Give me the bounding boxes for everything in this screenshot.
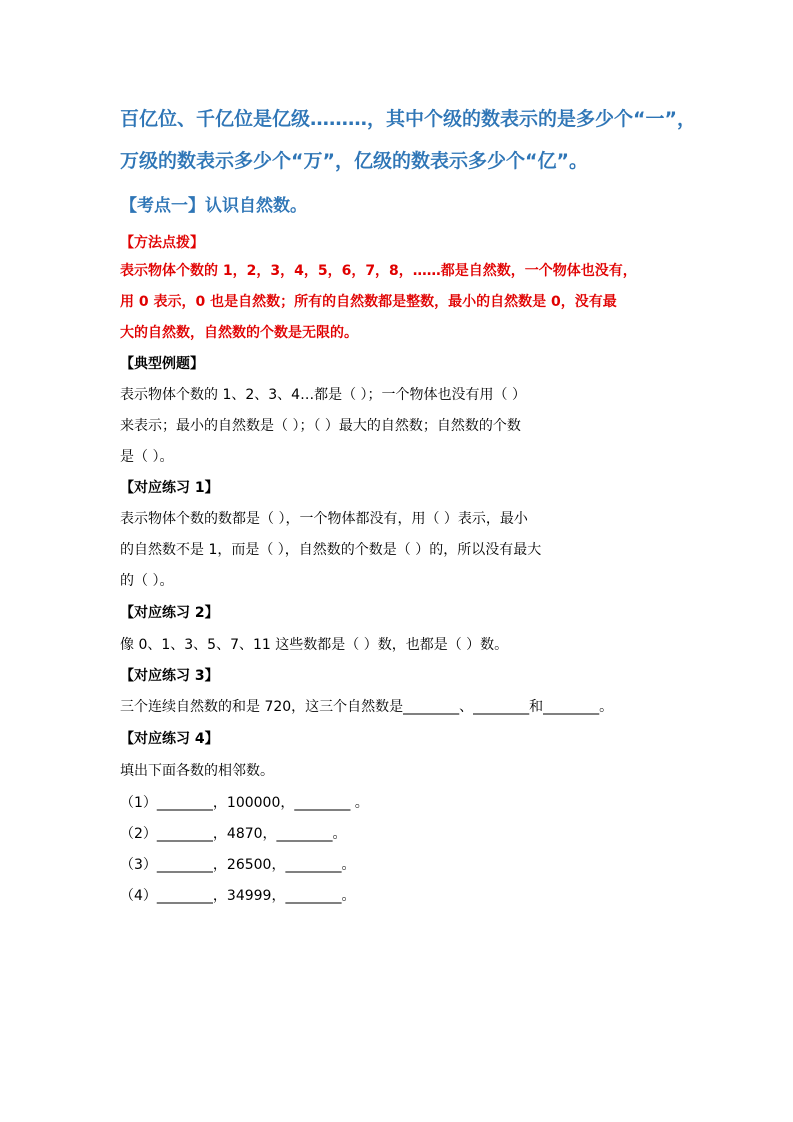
exercise3-line-1: 三个连续自然数的和是 720，这三个自然数是________、________和________。 [120, 699, 614, 715]
exercise3-title: 【对应练习 3】 [120, 668, 219, 684]
exercise4-item-4: （4）________，34999，________。 [120, 888, 356, 904]
exercise1-line-2: 的自然数不是 1，而是（ ），自然数的个数是（ ）的，所以没有最大 [120, 542, 542, 558]
example-line-1: 表示物体个数的 1、2、3、4…都是（ ）；一个物体也没有用（ ） [120, 387, 526, 403]
exercise4-item-2: （2）________，4870，________。 [120, 826, 347, 842]
method-line-1: 表示物体个数的 1，2，3，4，5，6，7，8，……都是自然数，一个物体也没有， [120, 263, 637, 279]
exercise1-line-1: 表示物体个数的数都是（ ），一个物体都没有，用（ ）表示，最小 [120, 511, 528, 527]
intro-line-1: 百亿位、千亿位是亿级………，其中个级的数表示的是多少个“一”， [120, 108, 696, 130]
exercise2-title: 【对应练习 2】 [120, 605, 219, 621]
example-line-2: 来表示；最小的自然数是（ ）；（ ）最大的自然数；自然数的个数 [120, 418, 521, 434]
intro-line-2: 万级的数表示多少个“万”，亿级的数表示多少个“亿”。 [120, 150, 588, 172]
method-line-2: 用 0 表示，0 也是自然数；所有的自然数都是整数，最小的自然数是 0，没有最 [120, 294, 617, 310]
method-title: 【方法点拨】 [120, 235, 204, 251]
exercise1-title: 【对应练习 1】 [120, 480, 219, 496]
exercise4-prompt: 填出下面各数的相邻数。 [120, 763, 274, 779]
exercise1-line-3: 的（ ）。 [120, 573, 174, 589]
example-line-3: 是（ ）。 [120, 449, 174, 465]
exercise4-item-1: （1）________，100000，________ 。 [120, 795, 369, 811]
exercise4-item-3: （3）________，26500，________。 [120, 857, 356, 873]
exercise2-line-1: 像 0、1、3、5、7、11 这些数都是（ ）数，也都是（ ）数。 [120, 637, 509, 653]
section-title: 【考点一】认识自然数。 [120, 196, 307, 216]
method-line-3: 大的自然数，自然数的个数是无限的。 [120, 325, 358, 341]
example-title: 【典型例题】 [120, 356, 204, 372]
exercise4-title: 【对应练习 4】 [120, 731, 219, 747]
